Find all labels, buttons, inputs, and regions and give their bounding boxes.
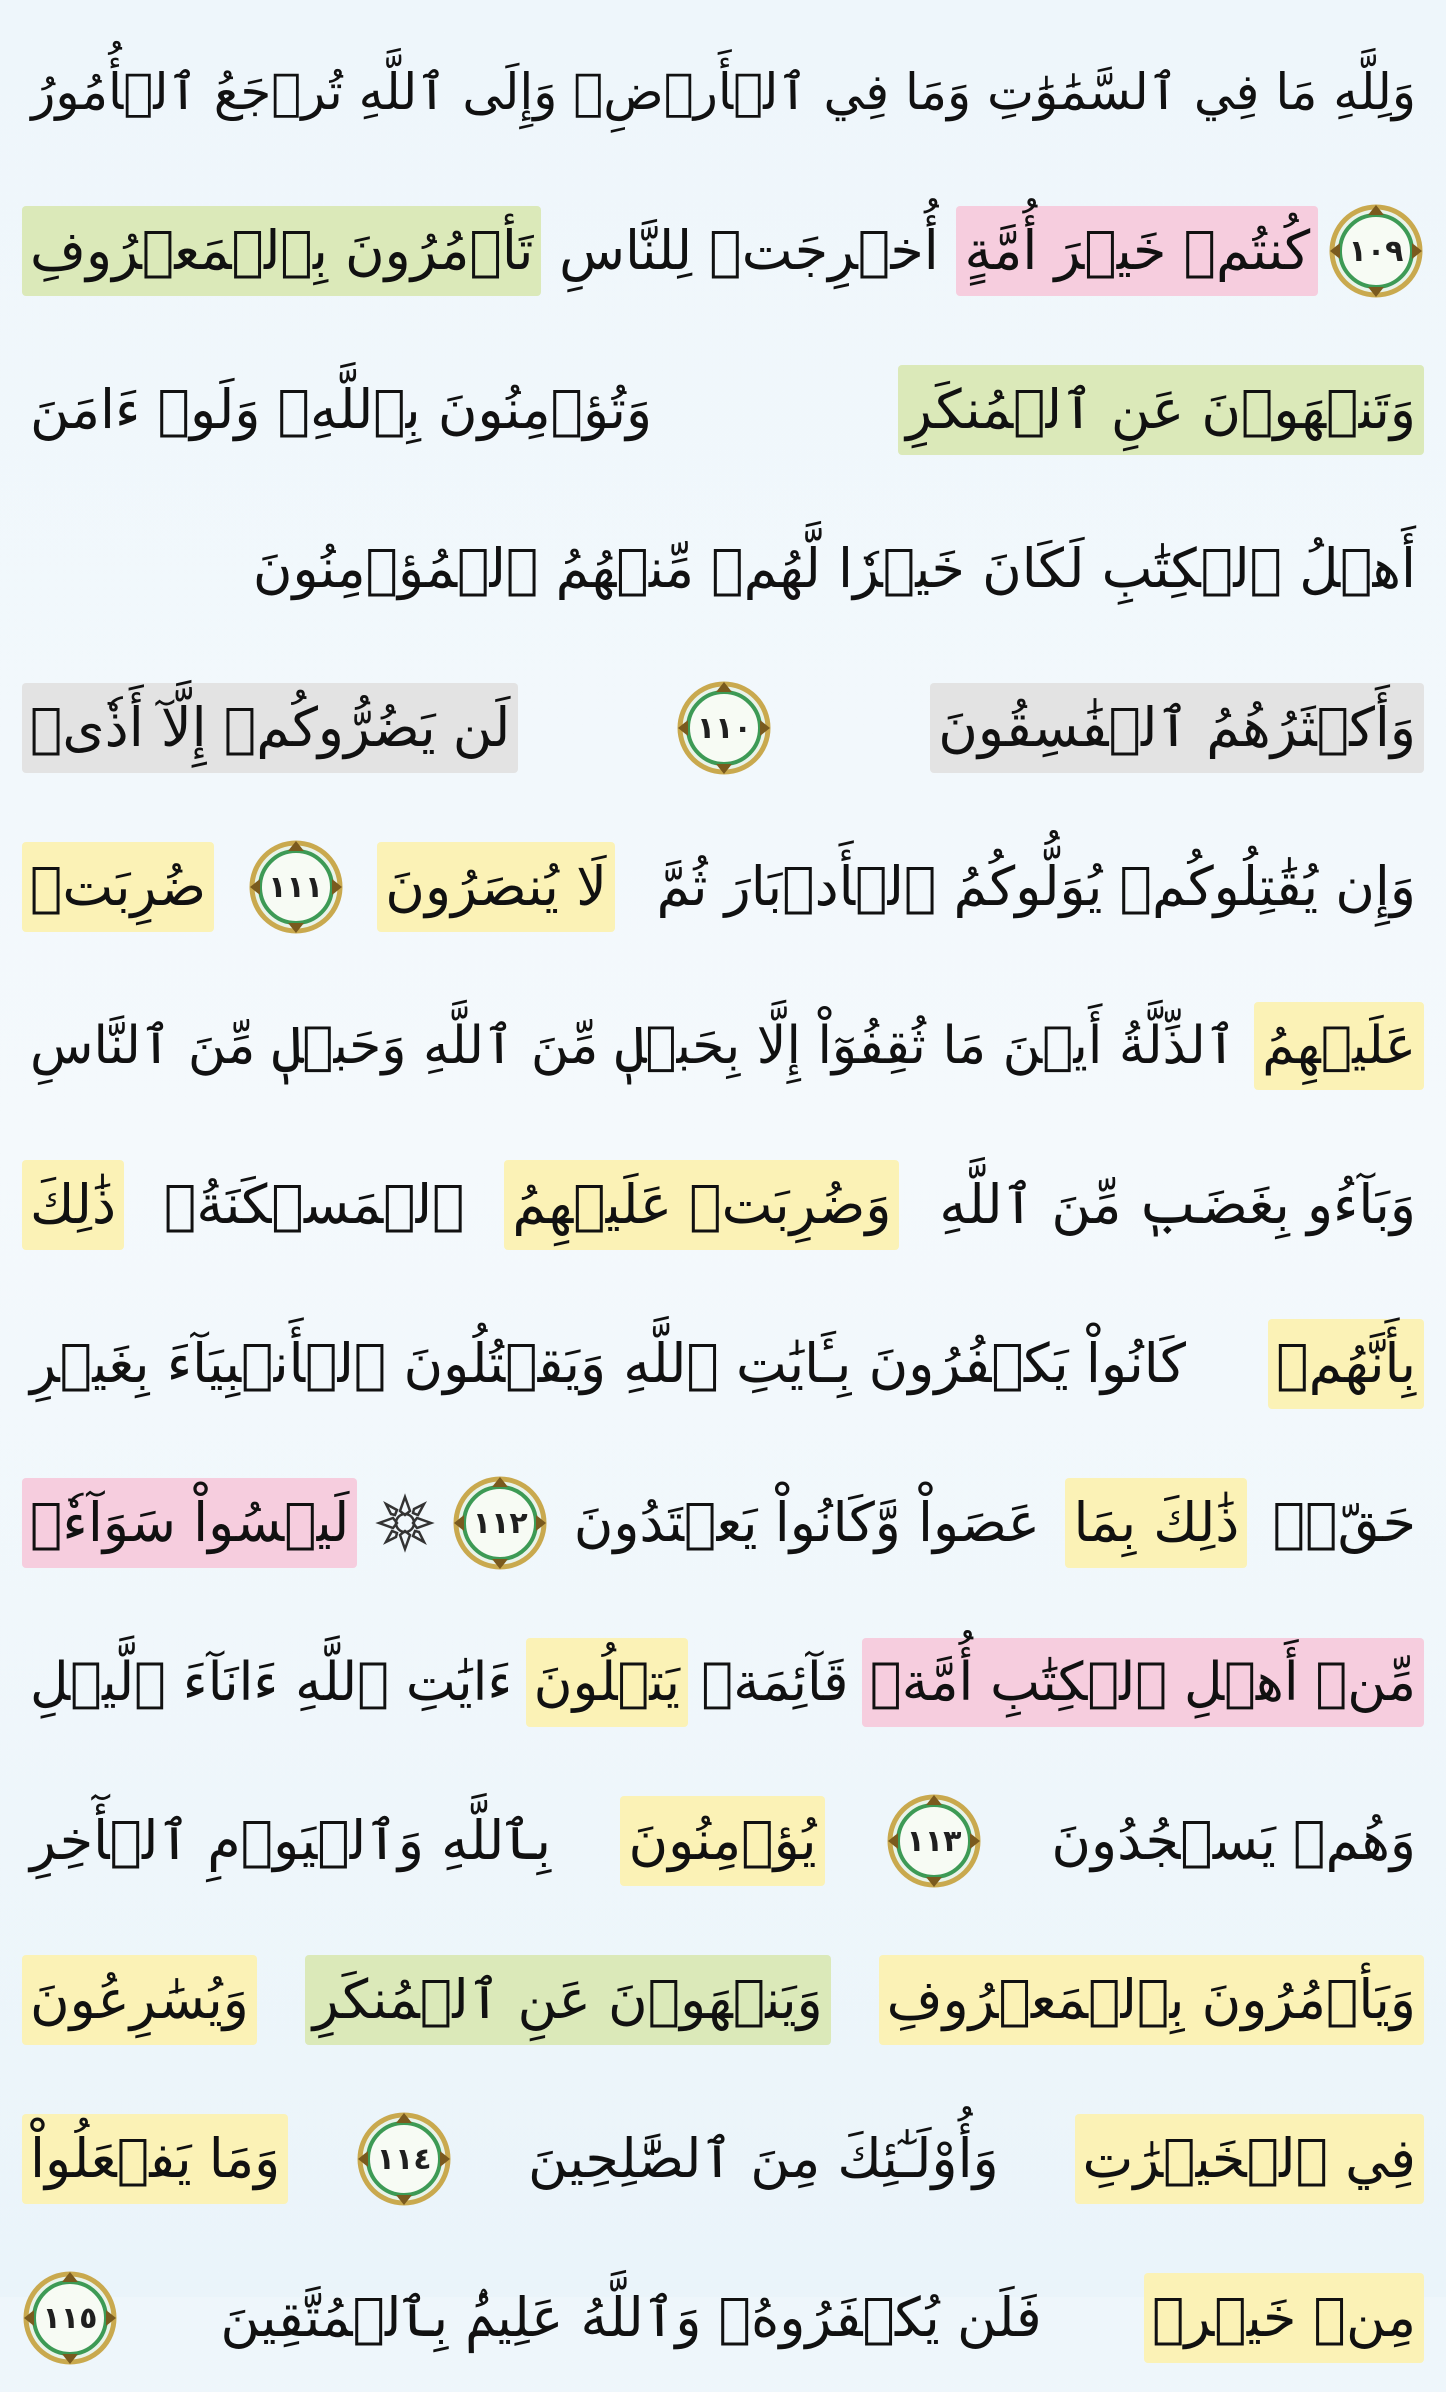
highlighted-phrase: فِي ٱلۡخَيۡرَٰتِ xyxy=(1075,2114,1424,2204)
highlighted-phrase: وَضُرِبَتۡ عَلَيۡهِمُ xyxy=(504,1160,899,1250)
ayah-number-marker xyxy=(452,1475,548,1571)
highlighted-phrase: وَمَا يَفۡعَلُواْ xyxy=(22,2114,288,2204)
verse-text: وَتُؤۡمِنُونَ بِٱللَّهِۗ وَلَوۡ ءَامَنَ xyxy=(30,378,653,441)
text-line xyxy=(22,1926,1424,2074)
text-line xyxy=(22,2244,1424,2392)
verse-text: أَهۡلُ ٱلۡكِتَٰبِ لَكَانَ خَيۡرٗا لَّهُمۚ مِّنۡهُمُ ٱلۡمُؤۡمِنُونَ xyxy=(252,537,1416,600)
highlighted-phrase: بِأَنَّهُمۡ xyxy=(1268,1319,1424,1409)
verse-text: وَأُوْلَـٰٓئِكَ مِنَ ٱلصَّٰلِحِينَ xyxy=(528,2127,999,2190)
highlighted-phrase: وَيَأۡمُرُونَ بِٱلۡمَعۡرُوفِ xyxy=(879,1955,1424,2045)
verse-text: وَبَآءُو بِغَضَبٖ مِّنَ ٱللَّهِ xyxy=(939,1173,1416,1236)
verse-text: وَإِن يُقَٰتِلُوكُمۡ يُوَلُّوكُمُ ٱلۡأَدۡبَارَ ثُمَّ xyxy=(656,855,1416,918)
highlighted-phrase: لَيۡسُواْ سَوَآءٗۗ xyxy=(22,1478,357,1568)
ayah-number-marker xyxy=(22,2270,118,2366)
ayah-number-marker xyxy=(886,1793,982,1889)
highlighted-phrase: وَيَنۡهَوۡنَ عَنِ ٱلۡمُنكَرِ xyxy=(305,1955,831,2045)
highlighted-phrase: تَأۡمُرُونَ بِٱلۡمَعۡرُوفِ xyxy=(22,206,541,296)
ayah-number: ١١٥ xyxy=(42,2300,98,2336)
text-line xyxy=(22,495,1424,643)
highlighted-phrase: كُنتُمۡ خَيۡرَ أُمَّةٍ xyxy=(956,206,1318,296)
verse-text: وَلِلَّهِ مَا فِي ٱلسَّمَٰوَٰتِ وَمَا فِي ٱلۡأَرۡضِۚ وَإِلَى ٱللَّهِ تُرۡجَعُ ٱلۡأُمُورُ xyxy=(31,63,1416,121)
highlighted-phrase: ضُرِبَتۡ xyxy=(22,842,214,932)
ayah-number-marker xyxy=(1328,203,1424,299)
highlighted-phrase: يُؤۡمِنُونَ xyxy=(620,1796,824,1886)
highlighted-phrase: ذَٰلِكَ بِمَا xyxy=(1065,1478,1247,1568)
text-line xyxy=(22,336,1424,484)
text-line xyxy=(22,1767,1424,1915)
verse-text: قَآئِمَةٞ xyxy=(701,1651,849,1713)
text-line xyxy=(22,972,1424,1120)
rub-el-hizb-icon xyxy=(375,1493,435,1553)
text-line xyxy=(22,1131,1424,1279)
verse-text: عَصَواْ وَّكَانُواْ يَعۡتَدُونَ xyxy=(573,1491,1040,1554)
highlighted-phrase: لَن يَضُرُّوكُمۡ إِلَّآ أَذٗىۖ xyxy=(22,683,518,773)
verse-text: ءَايَٰتِ ٱللَّهِ ءَانَآءَ ٱلَّيۡلِ xyxy=(30,1651,513,1713)
ayah-number-marker xyxy=(356,2111,452,2207)
verse-text: كَانُواْ يَكۡفُرُونَ بِـَٔايَٰتِ ٱللَّهِ وَيَقۡتُلُونَ ٱلۡأَنۢبِيَآءَ بِغَيۡرِ xyxy=(30,1332,1186,1395)
text-line xyxy=(22,2085,1424,2233)
ayah-number: ١١٣ xyxy=(906,1823,962,1859)
verse-text: وَهُمۡ يَسۡجُدُونَ xyxy=(1051,1809,1416,1872)
highlighted-phrase: لَا يُنصَرُونَ xyxy=(377,842,615,932)
ayah-number: ١١١ xyxy=(268,869,324,905)
highlighted-phrase: وَأَكۡثَرُهُمُ ٱلۡفَٰسِقُونَ xyxy=(930,683,1424,773)
text-line xyxy=(22,1608,1424,1756)
text-line xyxy=(22,654,1424,802)
highlighted-phrase: وَيُسَٰرِعُونَ xyxy=(22,1955,257,2045)
verse-text: بِٱللَّهِ وَٱلۡيَوۡمِ ٱلۡأٓخِرِ xyxy=(30,1809,552,1872)
verse-text: أُخۡرِجَتۡ لِلنَّاسِ xyxy=(559,219,939,282)
text-line xyxy=(22,18,1424,166)
ayah-number: ١١٢ xyxy=(472,1505,528,1541)
ayah-number: ١١٤ xyxy=(376,2141,432,2177)
text-line xyxy=(22,177,1424,325)
verse-text: فَلَن يُكۡفَرُوهُۗ وَٱللَّهُ عَلِيمُۢ بِٱلۡمُتَّقِينَ xyxy=(220,2286,1042,2349)
ayah-number-marker xyxy=(676,680,772,776)
highlighted-phrase: ذَٰلِكَ xyxy=(22,1160,124,1250)
ayah-number-marker xyxy=(248,839,344,935)
verse-text: ٱلۡمَسۡكَنَةُۚ xyxy=(163,1173,465,1236)
text-line xyxy=(22,1449,1424,1597)
highlighted-phrase: عَلَيۡهِمُ xyxy=(1254,1002,1424,1090)
ayah-number: ١١٠ xyxy=(696,710,752,746)
highlighted-phrase: يَتۡلُونَ xyxy=(526,1638,688,1727)
verse-text: حَقّٖۚ xyxy=(1272,1491,1416,1554)
verse-text: ٱلذِّلَّةُ أَيۡنَ مَا ثُقِفُوٓاْ إِلَّا بِحَبۡلٖ مِّنَ ٱللَّهِ وَحَبۡلٖ مِّنَ ٱلنَّاسِ xyxy=(30,1016,1237,1076)
text-line xyxy=(22,1290,1424,1438)
highlighted-phrase: مِنۡ خَيۡرٖ xyxy=(1144,2273,1424,2363)
highlighted-phrase: مِّنۡ أَهۡلِ ٱلۡكِتَٰبِ أُمَّةٞ xyxy=(862,1638,1424,1727)
text-line xyxy=(22,813,1424,961)
highlighted-phrase: وَتَنۡهَوۡنَ عَنِ ٱلۡمُنكَرِ xyxy=(898,365,1424,455)
ayah-number: ١٠٩ xyxy=(1348,233,1404,269)
